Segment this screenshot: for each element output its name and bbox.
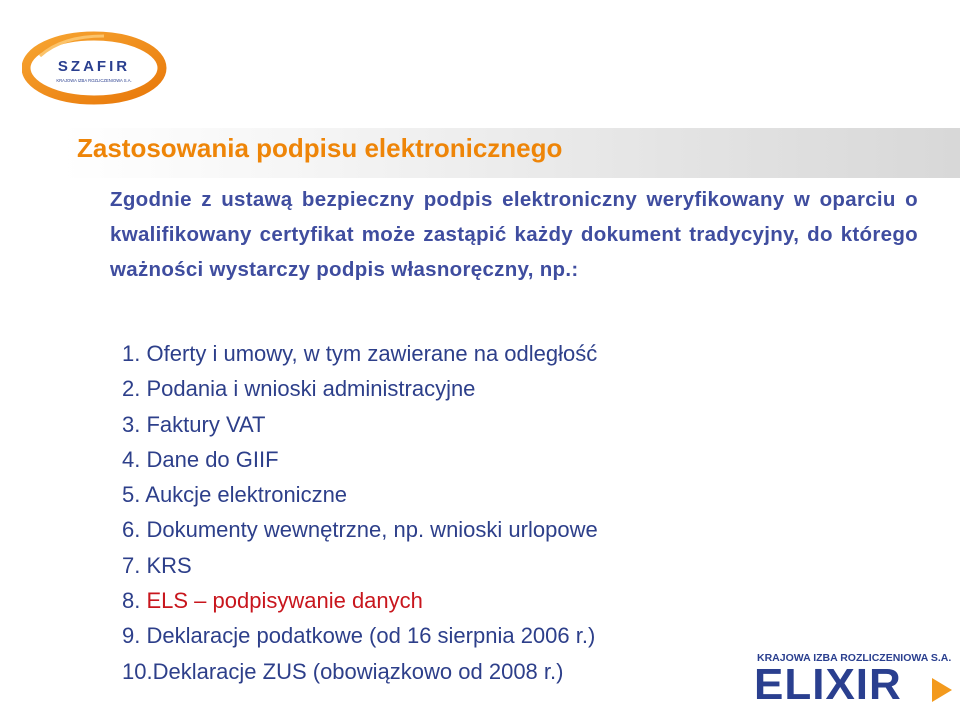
elixir-word: ELIXIR bbox=[754, 660, 902, 709]
slide-title: Zastosowania podpisu elektronicznego bbox=[77, 133, 563, 163]
applications-list bbox=[122, 336, 598, 689]
elixir-arrow-icon bbox=[930, 676, 954, 704]
list-item: 5. Aukcje elektroniczne bbox=[122, 482, 348, 508]
list-item: 6. Dokumenty wewnętrzne, np. wnioski urlopowe bbox=[122, 517, 598, 543]
intro-paragraph: Zgodnie z ustawą bezpieczny podpis elektroniczny weryfikowany w oparciu o kwalifikowany certyfikat może zastąpić każdy dokument tradycyjny, do którego ważności wystarczy podpis własnoręczny, np.: bbox=[110, 188, 918, 281]
list-item: 7. KRS bbox=[122, 552, 192, 578]
szafir-logo-tagline: KRAJOWA IZBA ROZLICZENIOWA S.A. bbox=[56, 78, 132, 83]
list-item: 4. Dane do GIIF bbox=[122, 446, 279, 472]
list-item-highlighted: 8. ELS – podpisywanie danych bbox=[122, 588, 423, 614]
list-item: 3. Faktury VAT bbox=[122, 411, 266, 437]
list-item: 2. Podania i wnioski administracyjne bbox=[122, 376, 476, 402]
szafir-logo-text: SZAFIR bbox=[57, 58, 131, 75]
list-item: 10.Deklaracje ZUS (obowiązkowo od 2008 r.) bbox=[122, 658, 564, 684]
szafir-logo bbox=[22, 30, 172, 105]
list-item: 1. Oferty i umowy, w tym zawierane na odległość bbox=[122, 341, 598, 366]
elixir-logo bbox=[754, 660, 902, 710]
list-item: 9. Deklaracje podatkowe (od 16 sierpnia 2006 r.) bbox=[122, 623, 596, 649]
elixir-caption: KRAJOWA IZBA ROZLICZENIOWA S.A. bbox=[757, 652, 952, 664]
